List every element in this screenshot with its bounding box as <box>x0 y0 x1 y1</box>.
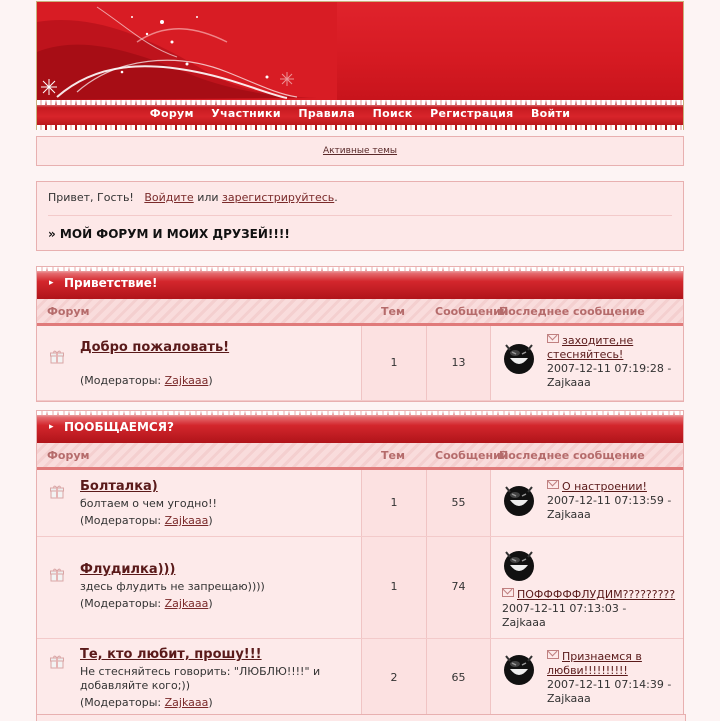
topics-count: 1 <box>390 496 398 509</box>
category-chat <box>36 410 684 719</box>
last-post-date: 2007-12-11 07:13:03 - <box>502 602 627 615</box>
col-posts: Сообщений <box>435 449 509 462</box>
topics-count-cell <box>362 639 427 717</box>
laughing-avatar-icon <box>501 547 537 583</box>
moderator-link[interactable]: Zajkaaa <box>164 597 209 610</box>
active-topics-bar <box>36 136 684 166</box>
category-header <box>37 411 683 443</box>
last-post-link[interactable]: Признаемся в любви!!!!!!!!!! <box>547 650 642 677</box>
register-link[interactable]: зарегистрируйтесь <box>222 191 335 204</box>
last-post-user: Zajkaaa <box>547 692 591 705</box>
col-last-post: Последнее сообщение <box>499 305 645 318</box>
last-post-link[interactable]: заходите,не стесняйтесь! <box>547 334 634 361</box>
col-last-post: Последнее сообщение <box>499 449 645 462</box>
forum-link[interactable]: Флудилка))) <box>80 562 176 577</box>
posts-count: 13 <box>451 356 466 369</box>
posts-count-cell <box>427 639 491 717</box>
moderators <box>80 696 213 709</box>
forum-row <box>37 470 683 537</box>
forum-link[interactable]: Болталка) <box>80 479 158 494</box>
last-post-info <box>547 480 677 522</box>
moderators <box>80 374 213 387</box>
envelope-icon <box>547 334 559 343</box>
period-text: . <box>334 191 338 204</box>
last-post-user: Zajkaaa <box>547 508 591 521</box>
forum-link[interactable]: Добро пожаловать! <box>80 340 230 355</box>
moderator-link[interactable]: Zajkaaa <box>164 514 209 527</box>
posts-count: 55 <box>451 496 466 509</box>
forum-description: болтаем о чем угодно!! <box>80 497 217 510</box>
topics-count-cell <box>362 470 427 536</box>
moderators-end: ) <box>208 597 213 610</box>
last-post-link[interactable]: ПОФФФФФЛУДИМ????????? <box>517 588 676 601</box>
snow-border <box>37 125 683 130</box>
last-post-cell <box>491 326 683 400</box>
last-post-date: 2007-12-11 07:19:28 - <box>547 362 672 375</box>
envelope-icon <box>547 480 559 489</box>
gift-forum-icon <box>50 485 64 499</box>
posts-count-cell <box>427 470 491 536</box>
posts-count-cell <box>427 326 491 400</box>
moderators <box>80 514 213 527</box>
last-post-user: Zajkaaa <box>502 616 546 629</box>
last-post-info <box>547 334 672 390</box>
snow-border <box>37 411 683 415</box>
category-title: ПООБЩАЕМСЯ? <box>64 420 174 434</box>
forum-info-cell <box>75 326 362 400</box>
moderators-label: (Модераторы: <box>80 514 165 527</box>
nav-rules[interactable]: Правила <box>298 107 356 120</box>
forum-description: Не стесняйтесь говорить: "ЛЮБЛЮ!!!!" и добавляйте кого;)) <box>80 665 321 692</box>
nav-login[interactable]: Войти <box>530 107 571 120</box>
nav-members[interactable]: Участники <box>211 107 281 120</box>
category-title: Приветствие! <box>64 276 158 290</box>
forum-description: здесь флудить не запрещаю)))) <box>80 580 265 593</box>
or-text: или <box>197 191 219 204</box>
forum-info-cell <box>75 537 362 638</box>
gift-forum-icon <box>50 568 64 582</box>
forum-info-cell <box>75 639 362 717</box>
forum-row <box>37 639 683 718</box>
column-headers <box>37 299 683 326</box>
posts-count-cell <box>427 537 491 638</box>
last-post-link[interactable]: О настроении! <box>562 480 647 493</box>
envelope-icon <box>502 588 514 597</box>
page-wrapper <box>36 0 684 719</box>
category-greeting <box>36 266 684 402</box>
envelope-icon <box>547 650 559 659</box>
topics-count: 1 <box>390 580 398 593</box>
laughing-avatar-icon <box>501 651 537 687</box>
main-navigation <box>36 100 684 130</box>
guest-greeting <box>48 182 672 216</box>
topics-count: 2 <box>390 671 398 684</box>
last-post-date: 2007-12-11 07:13:59 - <box>547 494 672 507</box>
col-forum: Форум <box>47 305 90 318</box>
gift-forum-icon <box>50 655 64 669</box>
last-post-info <box>547 650 672 706</box>
forum-link[interactable]: Те, кто любит, прошу!!! <box>80 647 262 662</box>
arrow-right-icon: ▸ <box>49 278 54 288</box>
moderators-end: ) <box>208 696 213 709</box>
moderators-end: ) <box>208 374 213 387</box>
laughing-avatar-icon <box>501 340 537 376</box>
col-forum: Форум <box>47 449 90 462</box>
snow-border <box>37 100 683 105</box>
last-post-cell <box>491 537 683 638</box>
topics-count: 1 <box>390 356 398 369</box>
nav-search[interactable]: Поиск <box>372 107 413 120</box>
forum-row <box>37 537 683 639</box>
forum-status-cell <box>37 537 75 638</box>
welcome-panel <box>36 181 684 251</box>
forum-status-cell <box>37 639 75 717</box>
last-post-cell <box>491 470 683 536</box>
laughing-avatar-icon <box>501 482 537 518</box>
posts-count: 65 <box>451 671 466 684</box>
last-post-cell <box>491 639 683 717</box>
forum-row <box>37 326 683 401</box>
header-banner <box>36 1 684 100</box>
moderators-label: (Модераторы: <box>80 696 165 709</box>
col-posts: Сообщений <box>435 305 509 318</box>
forum-status-cell <box>37 326 75 400</box>
forum-info-cell <box>75 470 362 536</box>
topics-count-cell <box>362 326 427 400</box>
moderators <box>80 597 213 610</box>
category-header <box>37 267 683 299</box>
col-topics: Тем <box>381 449 405 462</box>
column-headers <box>37 443 683 470</box>
login-link[interactable]: Войдите <box>144 191 194 204</box>
board-title: » МОЙ ФОРУМ И МОИХ ДРУЗЕЙ!!!! <box>48 227 290 241</box>
snow-border <box>37 267 683 271</box>
greeting-text: Привет, Гость! <box>48 191 134 204</box>
snowflake-icon <box>41 79 57 95</box>
moderators-end: ) <box>208 514 213 527</box>
last-post-date: 2007-12-11 07:14:39 - <box>547 678 672 691</box>
forum-status-cell <box>37 470 75 536</box>
last-post-user: Zajkaaa <box>547 376 591 389</box>
moderator-link[interactable]: Zajkaaa <box>164 374 209 387</box>
gift-forum-icon <box>50 350 64 364</box>
col-topics: Тем <box>381 305 405 318</box>
last-post-info <box>502 588 684 630</box>
posts-count: 74 <box>451 580 466 593</box>
moderators-label: (Модераторы: <box>80 374 165 387</box>
moderators-label: (Модераторы: <box>80 597 165 610</box>
nav-register[interactable]: Регистрация <box>430 107 514 120</box>
nav-forum[interactable]: Форум <box>149 107 194 120</box>
moderator-link[interactable]: Zajkaaa <box>164 696 209 709</box>
active-topics-link[interactable]: Активные темы <box>322 146 398 156</box>
arrow-right-icon: ▸ <box>49 422 54 432</box>
topics-count-cell <box>362 537 427 638</box>
christmas-swirl-decoration <box>37 2 337 100</box>
